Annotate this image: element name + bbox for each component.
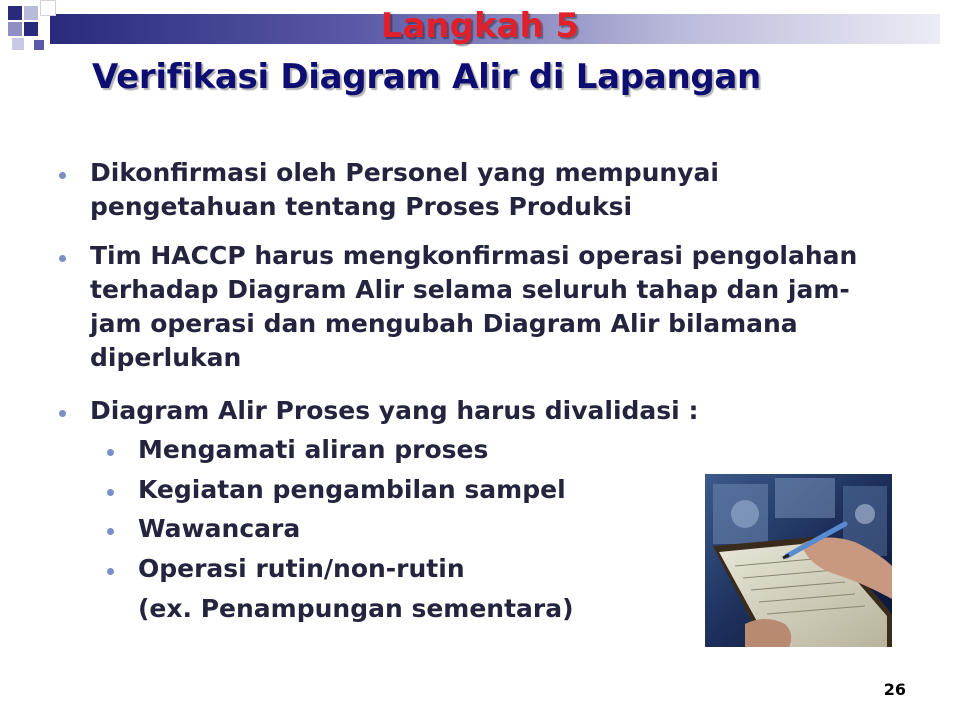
bullet-line: pengetahuan tentang Proses Produksi [90, 192, 633, 221]
sub-bullet-dot [107, 528, 114, 535]
bullet-line: diperlukan [90, 343, 242, 372]
sub-bullet-dot [107, 449, 114, 456]
bullet-line: Tim HACCP harus mengkonfirmasi operasi pengolahan [90, 241, 858, 270]
bullet-line: terhadap Diagram Alir selama seluruh tahap dan jam- [90, 275, 850, 304]
sub-bullet-text: Wawancara [138, 514, 301, 543]
sub-bullet-note: (ex. Penampungan sementara) [138, 594, 574, 623]
sub-bullet-text: Mengamati aliran proses [138, 435, 489, 464]
step-title: Langkah 5 [380, 6, 580, 46]
bullet-line: Dikonfirmasi oleh Personel yang mempunyai [90, 158, 719, 187]
bullet-dot [59, 410, 66, 417]
bullet-line: jam operasi dan mengubah Diagram Alir bilamana [90, 309, 798, 338]
slide-title: Verifikasi Diagram Alir di Lapangan [92, 57, 761, 97]
page-number: 26 [883, 680, 906, 699]
sub-bullet-dot [107, 568, 114, 575]
bullet-line: Diagram Alir Proses yang harus divalidasi : [90, 396, 699, 425]
clipboard-photo [705, 474, 892, 647]
bullet-dot [59, 172, 66, 179]
sub-bullet-text: Kegiatan pengambilan sampel [138, 475, 566, 504]
bullet-dot [59, 255, 66, 262]
sub-bullet-text: Operasi rutin/non-rutin [138, 554, 465, 583]
sub-bullet-dot [107, 489, 114, 496]
